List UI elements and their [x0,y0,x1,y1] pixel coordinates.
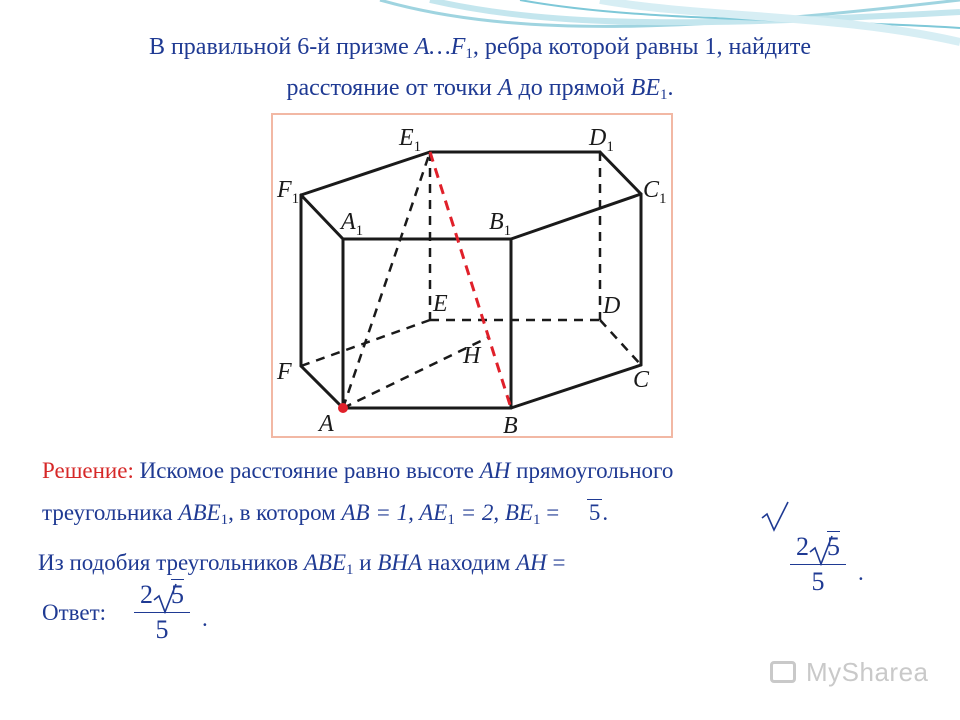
answer-dot: . [202,606,208,631]
label-F: F [277,359,292,385]
fraction-ah: $\frac{2 5}{5}$ [790,532,846,597]
label-H: H [463,343,481,369]
label-A1: $A_1$ [341,209,364,239]
edge-FA [301,366,343,408]
sqrt-sign-1 [760,500,790,532]
label-E1: $E_1$ [399,125,422,155]
label-F1: $F_1$ [277,177,300,207]
label-C: C [633,367,650,393]
solution-line-2: треугольника $ABE_1$, в котором AB = 1, $AE_1 = 2$, $BE_1 = 5$. [42,500,609,528]
problem-title: В правильной 6-й призме $A\dots F_1$, ребра которой равны 1, найдите расстояние от точки A до прямой $BE_1$. [148,34,812,103]
fraction-ah-dot: . [858,560,864,585]
label-A: A [319,411,334,436]
edge-BC [511,365,641,408]
edge-F1E1 [301,152,430,195]
similarity-line: Из подобия треугольников $ABE_1$ и BHA находим AH = [38,550,566,578]
label-B1: $B_1$ [489,209,512,239]
segment-BE1 [430,152,511,408]
edge-A1F1 [301,195,343,239]
label-D1: $D_1$ [589,125,614,155]
sqrt-sign-2 [809,534,833,566]
answer-label: Ответ: [42,600,107,625]
edge-D1C1 [600,152,641,194]
label-C1: $C_1$ [643,177,667,207]
edge-C1B1 [511,194,641,239]
presentation-icon [770,661,796,683]
prism-figure [271,113,673,438]
answer-fraction: $\frac{2 5}{5}$ [134,580,190,645]
prism-diagram [273,115,671,436]
segment-AE1 [343,152,430,408]
myshared-logo: MySharea [770,655,940,695]
label-B: B [503,413,518,436]
label-D: D [603,293,621,319]
point-A [338,403,348,413]
solution-line-1: Решение: Искомое расстояние равно высоте AH прямоугольного [42,458,674,483]
sqrt-sign-3 [153,582,177,614]
label-E: E [433,291,448,317]
edge-DC [600,320,641,365]
